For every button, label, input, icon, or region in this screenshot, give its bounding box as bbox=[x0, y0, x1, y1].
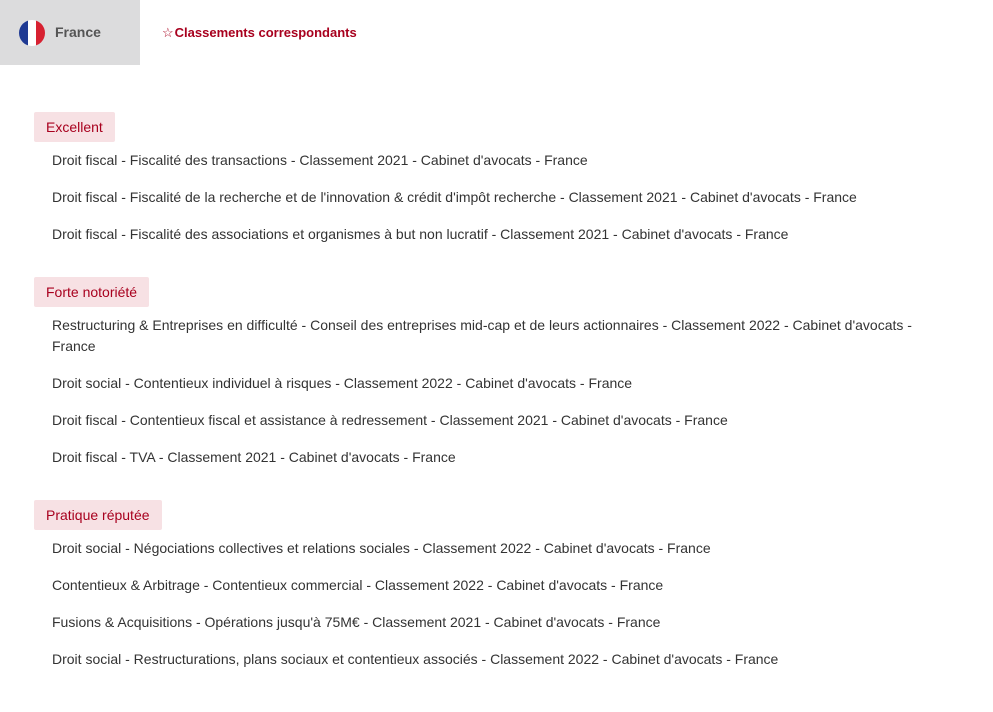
star-outline-icon: ☆ bbox=[162, 25, 174, 40]
ranking-item[interactable]: Restructuring & Entreprises en difficulté - Conseil des entreprises mid-cap et de leurs actionnaires - Classement 2022 - Cabinet d'avocats - France bbox=[52, 317, 912, 354]
related-rankings-link[interactable] bbox=[162, 24, 357, 41]
ranking-item[interactable]: Fusions & Acquisitions - Opérations jusqu'à 75M€ - Classement 2021 - Cabinet d'avocats - France bbox=[52, 614, 661, 630]
france-flag-icon bbox=[19, 20, 45, 46]
ranking-item[interactable]: Droit fiscal - Fiscalité des associations et organismes à but non lucratif - Classement 2021 - Cabinet d'avocats - France bbox=[52, 226, 789, 242]
ranking-item[interactable]: Droit fiscal - Fiscalité des transactions - Classement 2021 - Cabinet d'avocats - France bbox=[52, 152, 588, 168]
related-rankings-label: Classements correspondants bbox=[174, 25, 357, 40]
ranking-item[interactable]: Droit fiscal - Fiscalité de la recherche et de l'innovation & crédit d'impôt recherche - Classement 2021 - Cabinet d'avocats - France bbox=[52, 189, 857, 205]
flag-white-stripe bbox=[28, 20, 37, 46]
country-tab-france[interactable] bbox=[0, 0, 140, 65]
ranking-item[interactable]: Droit social - Restructurations, plans sociaux et contentieux associés - Classement 2022 - Cabinet d'avocats - France bbox=[52, 651, 779, 667]
tier-badge: Excellent bbox=[34, 112, 115, 142]
tier-badge: Pratique réputée bbox=[34, 500, 162, 530]
ranking-item[interactable]: Droit fiscal - TVA - Classement 2021 - Cabinet d'avocats - France bbox=[52, 449, 456, 465]
ranking-item[interactable]: Contentieux & Arbitrage - Contentieux commercial - Classement 2022 - Cabinet d'avocats - France bbox=[52, 577, 664, 593]
flag-red-stripe bbox=[36, 20, 45, 46]
ranking-item[interactable]: Droit social - Négociations collectives et relations sociales - Classement 2022 - Cabinet d'avocats - France bbox=[52, 540, 711, 556]
ranking-item[interactable]: Droit social - Contentieux individuel à risques - Classement 2022 - Cabinet d'avocats - France bbox=[52, 375, 633, 391]
flag-blue-stripe bbox=[19, 20, 28, 46]
ranking-header bbox=[0, 0, 993, 65]
tier-badge: Forte notoriété bbox=[34, 277, 149, 307]
country-label: France bbox=[55, 24, 101, 40]
ranking-item[interactable]: Droit fiscal - Contentieux fiscal et assistance à redressement - Classement 2021 - Cabinet d'avocats - France bbox=[52, 412, 728, 428]
